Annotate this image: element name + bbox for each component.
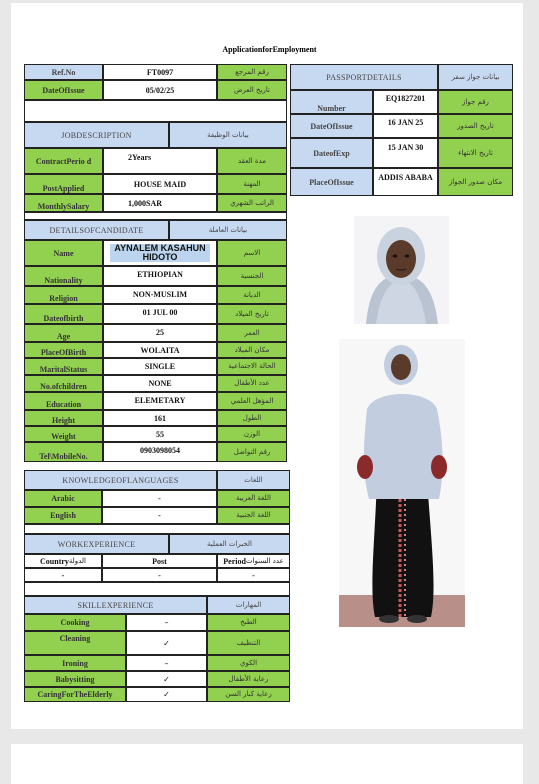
candidate-label: Age [24,324,103,342]
skill-ar: التنظيف [207,631,290,655]
candidate-ar: عدد الأطفال [217,375,287,392]
candidate-ar: الطول [217,410,287,426]
passport-number-label: Number [290,90,373,114]
skills-header-ar: المهارات [207,596,290,614]
candidate-value: 25 [103,324,217,342]
spacer-row [24,524,290,534]
language-value: - [102,490,217,507]
candidate-label: Education [24,392,103,410]
skill-ar: الطبخ [207,614,290,631]
job-header-ar: بيانات الوظيفة [169,122,287,148]
passport-doi-label: DateOfIssue [290,114,373,138]
skill-label: Ironing [24,655,126,671]
candidate-value: 55 [103,426,217,442]
candidate-ar: الاسم [217,240,287,266]
passport-number-ar: رقم جواز [438,90,513,114]
candidate-value: ETHIOPIAN [103,266,217,286]
candidate-label: Dateofbirth [24,304,103,324]
work-period-ar: عدد السنوات [245,556,284,565]
languages-header-ar: اللغات [217,470,290,490]
work-period-label: Period [223,556,246,566]
candidate-ar: الحالة الاجتماعية [217,358,287,375]
passport-doe-value: 15 JAN 30 [373,138,438,168]
skill-value: ✓ [126,687,207,702]
language-label: English [24,507,102,524]
ref-value: FT0097 [103,64,217,80]
spacer-row [24,100,287,122]
work-country-value: - [24,568,102,582]
work-post-value: - [102,568,217,582]
candidate-value: 0903098054 [103,442,217,462]
salary-label: MonthlySalary [24,194,103,212]
passport-doe-ar: تاريخ الانتهاء [438,138,513,168]
skill-label: Cleaning [24,631,126,655]
language-ar: اللغة العربية [217,490,290,507]
work-country-head [24,554,102,568]
passport-header-ar: بيانات جواز سفر [438,64,513,90]
post-label: PostApplied [24,174,103,194]
portrait-photo [354,216,449,324]
passport-poi-label: PlaceOfIssue [290,168,373,196]
language-value: - [102,507,217,524]
contract-value: 2Years [103,148,217,174]
passport-poi-value: ADDIS ABABA [373,168,438,196]
candidate-value: NONE [103,375,217,392]
issue-value: 05/02/25 [103,80,217,100]
passport-doi-value: 16 JAN 25 [373,114,438,138]
candidate-ar: الوزن [217,426,287,442]
work-header: WORKEXPERIENCE [24,534,169,554]
candidate-label: Religion [24,286,103,304]
skill-label: Babysitting [24,671,126,687]
candidate-value: 161 [103,410,217,426]
skill-value: ✓ [126,671,207,687]
skill-label: CaringForTheElderly [24,687,126,702]
skill-value: ✓ [126,631,207,655]
page-title: ApplicationforEmployment [222,45,317,54]
candidate-ar: رقم التواصل [217,442,287,462]
passport-number-value: EQ1827201 [373,90,438,114]
candidate-name-text: AYNALEM KASAHUN HIDOTO [110,244,210,262]
language-label: Arabic [24,490,102,507]
work-country-label: Country [40,556,69,566]
skill-ar: رعاية الأطفال [207,671,290,687]
passport-doi-ar: تاريخ الصدور [438,114,513,138]
salary-value: 1,000SAR [103,194,217,212]
candidate-value: NON-MUSLIM [103,286,217,304]
candidate-ar: الجنسية [217,266,287,286]
candidate-label: PlaceOfBirth [24,342,103,358]
post-value: HOUSE MAID [103,174,217,194]
skill-ar: رعاية كبار السن [207,687,290,702]
issue-label: DateOfIssue [24,80,103,100]
skills-header: SKILLEXPERIENCE [24,596,207,614]
skill-value: – [126,655,207,671]
next-page [11,744,523,784]
candidate-ar: المؤهل العلمي [217,392,287,410]
ref-ar: رقم المرجع [217,64,287,80]
candidate-value: WOLAITA [103,342,217,358]
full-body-photo [339,339,465,627]
ref-label: Ref.No [24,64,103,80]
candidate-label: Nationality [24,266,103,286]
contract-ar: مدة العقد [217,148,287,174]
work-header-ar: الخبرات العملية [169,534,290,554]
candidate-ar: مكان الميلاد [217,342,287,358]
contract-label: ContractPerio d [24,148,103,174]
passport-poi-ar: مكان صدور الجواز [438,168,513,196]
passport-header: PASSPORTDETAILS [290,64,438,90]
candidate-label: Name [24,240,103,266]
work-post-head: Post [102,554,217,568]
issue-ar: تاريخ العرض [217,80,287,100]
spacer-row [24,582,290,596]
candidate-value: ELEMETARY [103,392,217,410]
candidate-label: Weight [24,426,103,442]
candidate-value: SINGLE [103,358,217,375]
candidate-label: Height [24,410,103,426]
candidate-ar: العمر [217,324,287,342]
candidate-value [103,240,217,266]
language-ar: اللغة الجنبية [217,507,290,524]
work-country-ar: الدولة [68,556,86,565]
salary-ar: الراتب الشهري [217,194,287,212]
passport-doe-label: DateofExp [290,138,373,168]
candidate-ar: تاريخ الميلاد [217,304,287,324]
work-period-head [217,554,290,568]
work-period-value: - [217,568,290,582]
candidate-header-ar: بيانات العاملة [169,220,287,240]
candidate-label: Tel\MobileNo. [24,442,103,462]
candidate-label: No.ofchildren [24,375,103,392]
job-header: JOBDESCRIPTION [24,122,169,148]
post-ar: المهنة [217,174,287,194]
languages-header: KNOWLEDGEOFLANGUAGES [24,470,217,490]
candidate-label: MaritalStatus [24,358,103,375]
candidate-header: DETAILSOFCANDIDATE [24,220,169,240]
spacer-row [24,212,287,220]
skill-label: Cooking [24,614,126,631]
candidate-value: 01 JUL 00 [103,304,217,324]
candidate-ar: الديانة [217,286,287,304]
skill-ar: الكوي [207,655,290,671]
skill-value: – [126,614,207,631]
